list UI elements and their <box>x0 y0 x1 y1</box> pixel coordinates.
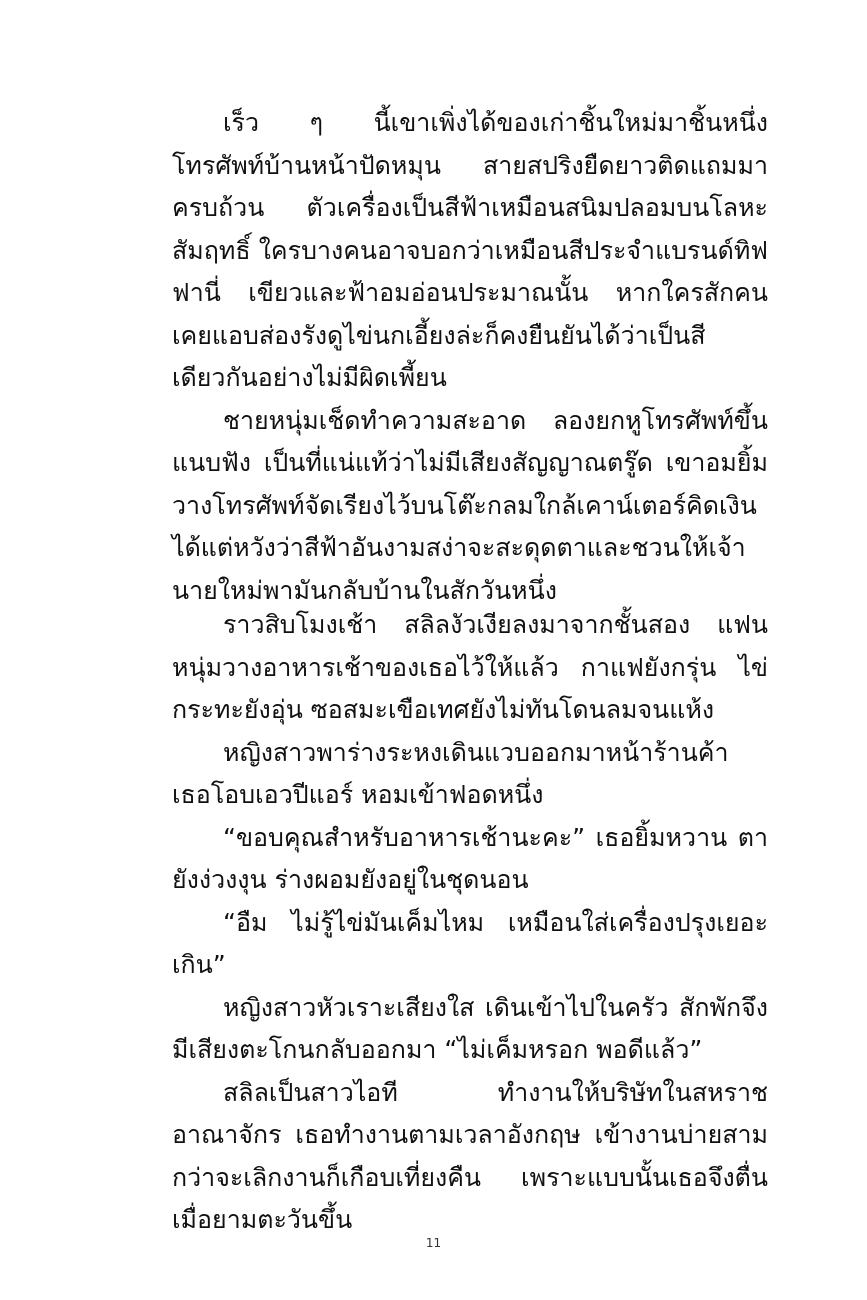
paragraph: หญิงสาวหัวเราะเสียงใส เดินเข้าไปในครัว สักพักจึงมีเสียงตะโกนกลับออกมา “ไม่เค็มหรอก พอดีแล้ว” <box>172 992 768 1064</box>
paragraph: เร็ว ๆ นี้เขาเพิ่งได้ของเก่าชิ้นใหม่มาชิ้นหนึ่ง โทรศัพท์บ้านหน้าปัดหมุน สายสปริงยืดยาวติดแถมมาครบถ้วน ตัวเครื่องเป็นสีฟ้าเหมือนสนิมปลอมบนโลหะสัมฤทธิ์ ใครบางคนอาจบอกว่าเหมือนสีประจำแบรนด์ทิฟฟานี่ เขียวและฟ้าอมอ่อนประมาณนั้น หากใครสักคนเคยแอบส่องรังดูไข่นกเอี้ยงล่ะก็คงยืนยันได้ว่าเป็นสีเดียวกันอย่างไม่มีผิดเพี้ยน <box>172 108 768 392</box>
paragraph: หญิงสาวพาร่างระหงเดินแวบออกมาหน้าร้านค้า เธอโอบเอวปีแอร์ หอมเข้าฟอดหนึ่ง <box>172 737 729 809</box>
paragraph: ราวสิบโมงเช้า สลิลงัวเงียลงมาจากชั้นสอง แฟนหนุ่มวางอาหารเช้าของเธอไว้ให้แล้ว กาแฟยังกรุ่น ไข่กระทะยังอุ่น ซอสมะเขือเทศยังไม่ทันโดนลมจนแห้ง <box>172 610 768 724</box>
paragraph: ชายหนุ่มเช็ดทำความสะอาด ลองยกหูโทรศัพท์ขึ้นแนบฟัง เป็นที่แน่แท้ว่าไม่มีเสียงสัญญาณตรู๊ด เขาอมยิ้ม วางโทรศัพท์จัดเรียงไว้บนโต๊ะกลมใกล้เคาน์เตอร์คิดเงิน ได้แต่หวังว่าสีฟ้าอันงามสง่าจะสะดุดตาและชวนให้เจ้านายใหม่พามันกลับบ้านในสักวันหนึ่ง <box>172 405 768 605</box>
section-one <box>172 102 768 612</box>
section-two <box>172 604 768 1242</box>
page-number: 11 <box>425 1236 442 1250</box>
paragraph: สลิลเป็นสาวไอที ทำงานให้บริษัทในสหราชอาณาจักร เธอทำงานตามเวลาอังกฤษ เข้างานบ่ายสาม กว่าจะเลิกงานก็เกือบเที่ยงคืน เพราะแบบนั้นเธอจึงตื่นเมื่อยามตะวันขึ้น <box>172 1077 768 1234</box>
paragraph: “ขอบคุณสำหรับอาหารเช้านะคะ” เธอยิ้มหวาน ตายังง่วงงุน ร่างผอมยังอยู่ในชุดนอน <box>172 822 768 894</box>
paragraph: “อืม ไม่รู้ไข่มันเค็มไหม เหมือนใส่เครื่องปรุงเยอะเกิน” <box>172 907 768 979</box>
